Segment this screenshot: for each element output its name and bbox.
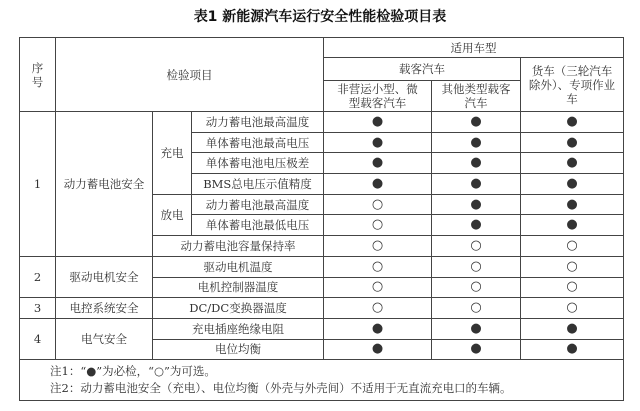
note-2: 注2：动力蓄电池安全（充电）、电位均衡（外壳与外壳间）不适用于无直流充电口的车辆。 [50, 381, 512, 396]
group-name: 动力蓄电池安全 [56, 112, 153, 257]
applicability-mark-a: ● [324, 339, 432, 360]
inspection-item: DC/DC变换器温度 [153, 298, 324, 319]
applicability-mark-b: ● [432, 339, 521, 360]
header-passenger: 载客汽车 [324, 58, 521, 81]
applicability-mark-b: ○ [432, 236, 521, 257]
inspection-item: 动力蓄电池最高温度 [192, 194, 324, 215]
inspection-item: 驱动电机温度 [153, 256, 324, 277]
applicability-mark-c: ○ [521, 298, 624, 319]
applicability-mark-a: ○ [324, 194, 432, 215]
inspection-item: BMS总电压示值精度 [192, 174, 324, 195]
applicability-mark-c: ○ [521, 236, 624, 257]
applicability-mark-a: ○ [324, 256, 432, 277]
applicability-mark-b: ● [432, 112, 521, 133]
applicability-mark-b: ● [432, 194, 521, 215]
applicability-mark-c: ● [521, 215, 624, 236]
applicability-mark-b: ● [432, 215, 521, 236]
applicability-mark-c: ● [521, 339, 624, 360]
applicability-mark-a: ● [324, 174, 432, 195]
applicability-mark-c: ● [521, 318, 624, 339]
applicability-mark-b: ○ [432, 298, 521, 319]
inspection-item: 动力蓄电池最高温度 [192, 112, 324, 133]
subgroup-charge: 充电 [153, 112, 192, 195]
group-name: 电控系统安全 [56, 298, 153, 319]
note-1: 注1：“●”为必检，“○”为可选。 [50, 364, 216, 379]
inspection-item: 动力蓄电池容量保持率 [153, 236, 324, 257]
table-row [20, 112, 624, 133]
inspection-item: 电机控制器温度 [153, 277, 324, 298]
inspection-item: 充电插座绝缘电阻 [153, 318, 324, 339]
notes [20, 360, 624, 401]
group-seq: 2 [20, 256, 56, 297]
group-seq: 1 [20, 112, 56, 257]
header-applicable: 适用车型 [324, 38, 624, 58]
applicability-mark-b: ● [432, 132, 521, 153]
applicability-mark-a: ● [324, 112, 432, 133]
applicability-mark-b: ● [432, 153, 521, 174]
inspection-item: 电位均衡 [153, 339, 324, 360]
header-col-a: 非营运小型、微型载客汽车 [324, 81, 432, 112]
applicability-mark-a: ○ [324, 236, 432, 257]
group-name: 电气安全 [56, 318, 153, 359]
group-seq: 4 [20, 318, 56, 359]
applicability-mark-c: ● [521, 153, 624, 174]
applicability-mark-a: ● [324, 153, 432, 174]
applicability-mark-b: ● [432, 318, 521, 339]
inspection-item: 单体蓄电池最低电压 [192, 215, 324, 236]
applicability-mark-c: ● [521, 174, 624, 195]
applicability-mark-c: ○ [521, 256, 624, 277]
applicability-mark-a: ● [324, 132, 432, 153]
inspection-item: 单体蓄电池电压极差 [192, 153, 324, 174]
applicability-mark-a: ○ [324, 298, 432, 319]
table-row [20, 318, 624, 339]
applicability-mark-b: ○ [432, 277, 521, 298]
applicability-mark-c: ○ [521, 277, 624, 298]
table-row [20, 298, 624, 319]
group-seq: 3 [20, 298, 56, 319]
header-seq: 序号 [20, 38, 56, 112]
inspection-table [19, 37, 624, 401]
applicability-mark-c: ● [521, 194, 624, 215]
subgroup-discharge: 放电 [153, 194, 192, 235]
applicability-mark-a: ○ [324, 277, 432, 298]
header-col-b: 其他类型载客汽车 [432, 81, 521, 112]
table-title: 表1 新能源汽车运行安全性能检验项目表 [193, 9, 447, 25]
group-name: 驱动电机安全 [56, 256, 153, 297]
applicability-mark-b: ● [432, 174, 521, 195]
inspection-item: 单体蓄电池最高电压 [192, 132, 324, 153]
applicability-mark-b: ○ [432, 256, 521, 277]
applicability-mark-a: ● [324, 318, 432, 339]
header-col-c: 货车（三轮汽车除外）、专项作业车 [521, 58, 624, 112]
header-item: 检验项目 [56, 38, 324, 112]
applicability-mark-a: ○ [324, 215, 432, 236]
table-row [20, 256, 624, 277]
applicability-mark-c: ● [521, 132, 624, 153]
applicability-mark-c: ● [521, 112, 624, 133]
